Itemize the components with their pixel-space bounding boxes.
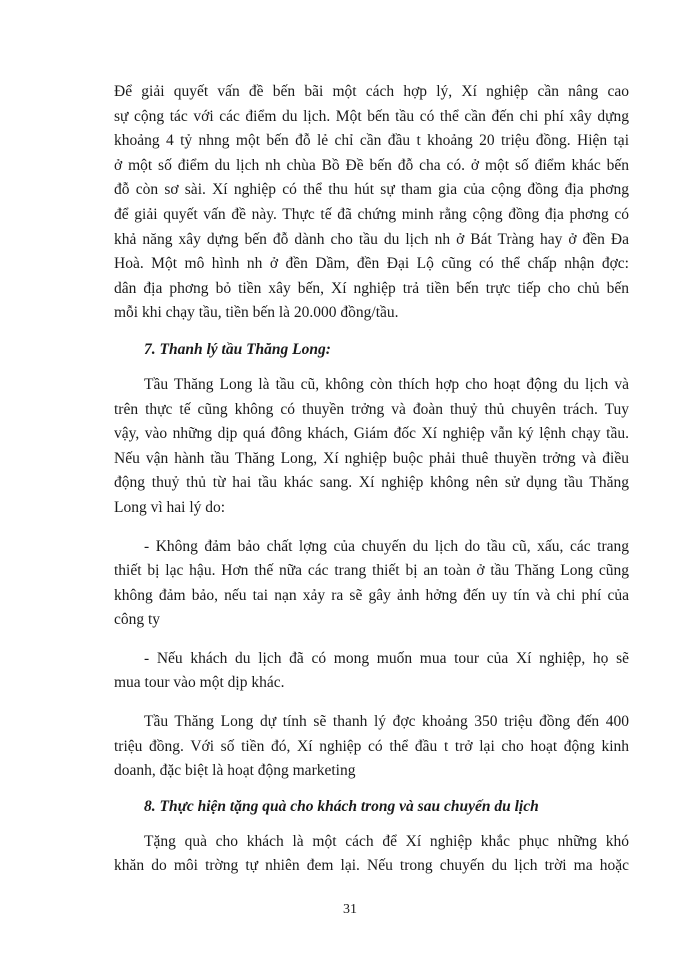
text-line: Long vì hai lý do: xyxy=(114,498,226,516)
text-line: triệu đồng. Với số tiền đó, Xí nghiệp có thể đầu t trở lại cho hoạt động kinh xyxy=(114,737,629,755)
text-line: - Không đảm bảo chất lợng của chuyến du lịch do tầu cũ, xấu, các trang xyxy=(144,537,629,555)
text-line: khoảng 4 tỷ nhng một bến đỗ lẻ chỉ cần đầu t khoảng 20 triệu đồng. Hiện tại xyxy=(114,132,629,150)
paragraph-reason-1 xyxy=(114,535,629,633)
page-number: 31 xyxy=(343,902,357,917)
text-line: động thuỷ thủ từ hai tầu khác sang. Xí nghiệp không nên sử dụng tầu Thăng xyxy=(114,474,629,492)
text-line: Để giải quyết vấn đề bến bãi một cách hợp lý, Xí nghiệp cần nâng cao xyxy=(114,83,629,100)
heading-section-7: 7. Thanh lý tầu Thăng Long: xyxy=(144,340,331,358)
text-line: mỗi khi chạy tầu, tiền bến là 20.000 đồng/tầu. xyxy=(114,304,399,322)
text-line: - Nếu khách du lịch đã có mong muốn mua tour của Xí nghiệp, họ sẽ xyxy=(144,649,629,667)
page-content xyxy=(114,80,629,879)
text-line: trên thực tế cũng không có thuyền trởng và đoàn thuỷ thủ chuyên trách. Tuy xyxy=(114,400,629,418)
text-line: công ty xyxy=(114,611,161,629)
heading-section-8: 8. Thực hiện tặng quà cho khách trong và sau chuyến du lịch xyxy=(144,797,539,815)
text-line: để giải quyết vấn đề này. Thực tế đã chứng minh rằng cộng đồng địa phơng có xyxy=(114,205,629,223)
text-line: khả năng xây dựng bến đỗ dành cho tầu du lịch nh ở Bát Tràng hay ở đền Đa xyxy=(114,230,629,248)
text-line: Tầu Thăng Long dự tính sẽ thanh lý đợc khoảng 350 triệu đồng đến 400 xyxy=(144,713,629,731)
text-line: vậy, vào những dịp quá đông khách, Giám đốc Xí nghiệp vẫn ký lệnh chạy tầu. xyxy=(114,425,629,443)
paragraph-docking-solution xyxy=(114,80,629,326)
paragraph-reason-2 xyxy=(114,647,629,696)
text-line: đỗ còn sơ sài. Xí nghiệp có thể thu hút sự tham gia của cộng đồng địa phơng xyxy=(114,181,629,199)
text-line: khăn do môi trờng tự nhiên đem lại. Nếu trong chuyến du lịch trời ma hoặc xyxy=(114,857,629,875)
text-line: Tầu Thăng Long là tầu cũ, không còn thích hợp cho hoạt động du lịch và xyxy=(144,375,629,393)
text-line: Hoà. Một mô hình nh ở đền Dầm, đền Đại Lộ cũng có thể chấp nhận đợc: xyxy=(114,255,629,273)
text-line: ở một số điểm du lịch nh chùa Bồ Đề bến đỗ cha có. ở một số điểm khác bến xyxy=(114,156,629,174)
text-line: không đảm bảo, nếu tai nạn xảy ra sẽ gây ảnh hởng đến uy tín và chi phí của xyxy=(114,586,629,604)
text-line: Nếu vận hành tầu Thăng Long, Xí nghiệp buộc phải thuê thuyền trởng và điều xyxy=(114,449,629,467)
paragraph-gifts xyxy=(114,830,629,879)
text-line: mua tour vào một dịp khác. xyxy=(114,674,285,692)
text-line: sự cộng tác với các điểm du lịch. Một bến tầu có thể cần đến chi phí xây dựng xyxy=(114,107,629,125)
text-line: Tặng quà cho khách là một cách để Xí nghiệp khắc phục những khó xyxy=(144,832,629,850)
text-line: dân địa phơng bỏ tiền xây bến, Xí nghiệp trả tiền bến trực tiếp cho chủ bến xyxy=(114,279,629,297)
paragraph-liquidation-value xyxy=(114,710,629,784)
text-line: doanh, đặc biệt là hoạt động marketing xyxy=(114,762,356,780)
text-line: thiết bị lạc hậu. Hơn thế nữa các trang thiết bị an toàn ở tầu Thăng Long cũng xyxy=(114,562,629,580)
paragraph-thang-long-intro xyxy=(114,373,629,521)
